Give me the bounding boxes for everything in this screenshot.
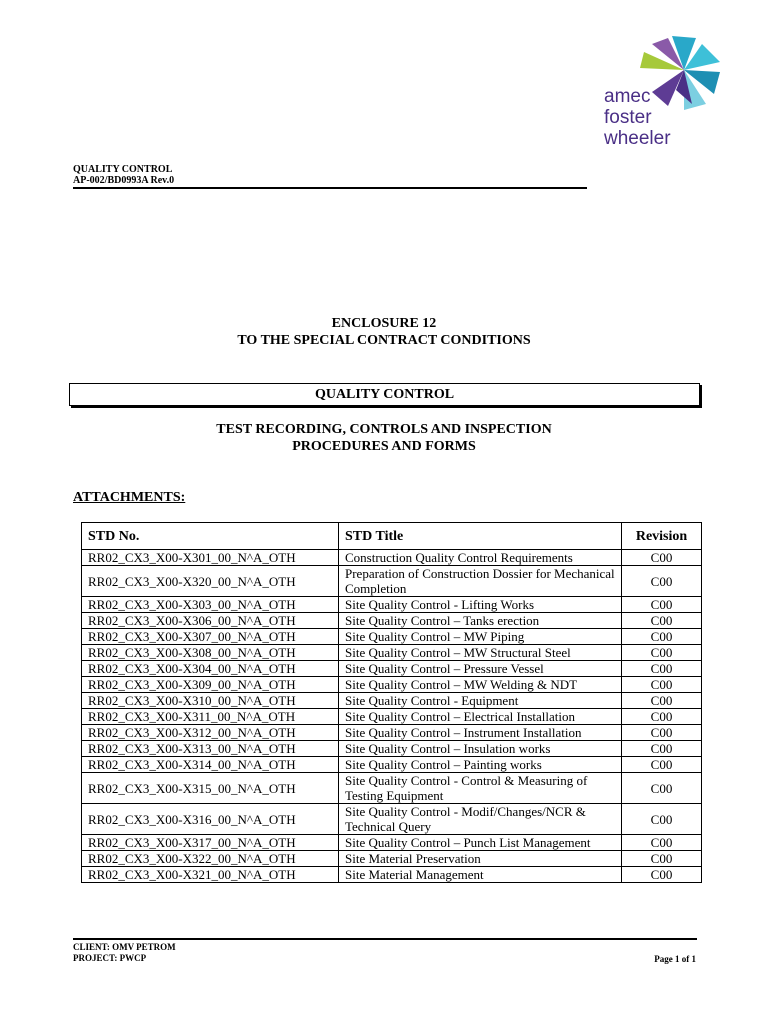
cell-std-title: Site Material Management — [339, 867, 622, 883]
logo-line: wheeler — [604, 128, 671, 149]
table-row — [82, 851, 702, 867]
table-row — [82, 835, 702, 851]
logo-wordmark — [604, 86, 671, 149]
cell-std-title: Site Quality Control – MW Piping — [339, 629, 622, 645]
cell-std-no: RR02_CX3_X00-X303_00_N^A_OTH — [82, 597, 339, 613]
cell-std-no: RR02_CX3_X00-X311_00_N^A_OTH — [82, 709, 339, 725]
table-row — [82, 773, 702, 804]
cell-revision: C00 — [622, 725, 702, 741]
cell-std-title: Site Quality Control - Control & Measuring of Testing Equipment — [339, 773, 622, 804]
client-label: CLIENT: OMV PETROM — [73, 942, 176, 952]
cell-std-no: RR02_CX3_X00-X310_00_N^A_OTH — [82, 693, 339, 709]
header-line-2: AP-002/BD0993A Rev.0 — [73, 175, 175, 186]
cell-revision: C00 — [622, 757, 702, 773]
enclosure-subtitle: TO THE SPECIAL CONTRACT CONDITIONS — [237, 333, 531, 348]
cell-std-title: Site Quality Control - Equipment — [339, 693, 622, 709]
project-label: PROJECT: PWCP — [73, 953, 147, 963]
cell-std-title: Site Quality Control – Electrical Installation — [339, 709, 622, 725]
cell-std-no: RR02_CX3_X00-X322_00_N^A_OTH — [82, 851, 339, 867]
footer-rule — [73, 938, 697, 940]
table-row — [82, 804, 702, 835]
cell-revision: C00 — [622, 851, 702, 867]
table-row — [82, 645, 702, 661]
cell-std-no: RR02_CX3_X00-X304_00_N^A_OTH — [82, 661, 339, 677]
cell-std-no: RR02_CX3_X00-X313_00_N^A_OTH — [82, 741, 339, 757]
cell-std-title: Site Quality Control - Modif/Changes/NCR & Technical Query — [339, 804, 622, 835]
cell-revision: C00 — [622, 693, 702, 709]
cell-revision: C00 — [622, 645, 702, 661]
cell-revision: C00 — [622, 550, 702, 566]
cell-std-title: Site Quality Control – Tanks erection — [339, 613, 622, 629]
table-row — [82, 757, 702, 773]
table-header-row — [82, 523, 702, 550]
cell-std-title: Construction Quality Control Requirements — [339, 550, 622, 566]
cell-std-title: Site Quality Control – Painting works — [339, 757, 622, 773]
cell-std-no: RR02_CX3_X00-X317_00_N^A_OTH — [82, 835, 339, 851]
cell-revision: C00 — [622, 661, 702, 677]
header-rule — [73, 187, 587, 189]
table-row — [82, 629, 702, 645]
cell-std-title: Site Quality Control - Lifting Works — [339, 597, 622, 613]
cell-std-title: Site Material Preservation — [339, 851, 622, 867]
cell-revision: C00 — [622, 629, 702, 645]
column-header-std-no: STD No. — [82, 523, 339, 550]
cell-std-no: RR02_CX3_X00-X308_00_N^A_OTH — [82, 645, 339, 661]
cell-revision: C00 — [622, 597, 702, 613]
column-header-revision: Revision — [622, 523, 702, 550]
company-logo — [598, 30, 738, 160]
cell-std-no: RR02_CX3_X00-X301_00_N^A_OTH — [82, 550, 339, 566]
table-row — [82, 613, 702, 629]
cell-revision: C00 — [622, 566, 702, 597]
cell-std-no: RR02_CX3_X00-X312_00_N^A_OTH — [82, 725, 339, 741]
cell-std-no: RR02_CX3_X00-X309_00_N^A_OTH — [82, 677, 339, 693]
test-heading-line-1: TEST RECORDING, CONTROLS AND INSPECTION — [216, 422, 552, 437]
enclosure-title: ENCLOSURE 12 — [331, 316, 437, 331]
cell-revision: C00 — [622, 835, 702, 851]
table-row — [82, 550, 702, 566]
table-row — [82, 693, 702, 709]
cell-std-no: RR02_CX3_X00-X306_00_N^A_OTH — [82, 613, 339, 629]
table-row — [82, 741, 702, 757]
cell-std-title: Site Quality Control – Instrument Installation — [339, 725, 622, 741]
cell-std-no: RR02_CX3_X00-X316_00_N^A_OTH — [82, 804, 339, 835]
table-row — [82, 597, 702, 613]
cell-revision: C00 — [622, 613, 702, 629]
test-heading-line-2: PROCEDURES AND FORMS — [292, 439, 476, 454]
cell-std-no: RR02_CX3_X00-X321_00_N^A_OTH — [82, 867, 339, 883]
table-row — [82, 709, 702, 725]
cell-std-no: RR02_CX3_X00-X307_00_N^A_OTH — [82, 629, 339, 645]
cell-revision: C00 — [622, 709, 702, 725]
page-number: Page 1 of 1 — [654, 954, 696, 964]
cell-std-title: Site Quality Control – Insulation works — [339, 741, 622, 757]
table-row — [82, 677, 702, 693]
cell-revision: C00 — [622, 677, 702, 693]
cell-revision: C00 — [622, 804, 702, 835]
cell-std-title: Site Quality Control – Punch List Management — [339, 835, 622, 851]
cell-std-no: RR02_CX3_X00-X314_00_N^A_OTH — [82, 757, 339, 773]
cell-std-title: Site Quality Control – MW Welding & NDT — [339, 677, 622, 693]
quality-control-box: QUALITY CONTROL — [69, 383, 700, 406]
logo-line: foster — [604, 107, 652, 128]
cell-std-no: RR02_CX3_X00-X315_00_N^A_OTH — [82, 773, 339, 804]
document-header — [73, 164, 174, 186]
cell-revision: C00 — [622, 773, 702, 804]
cell-std-no: RR02_CX3_X00-X320_00_N^A_OTH — [82, 566, 339, 597]
footer-left — [73, 942, 176, 964]
cell-revision: C00 — [622, 741, 702, 757]
attachments-table — [81, 522, 702, 883]
table-row — [82, 566, 702, 597]
table-row — [82, 661, 702, 677]
cell-std-title: Site Quality Control – MW Structural Steel — [339, 645, 622, 661]
header-line-1: QUALITY CONTROL — [73, 164, 173, 175]
table-body — [82, 550, 702, 883]
cell-revision: C00 — [622, 867, 702, 883]
table-row — [82, 867, 702, 883]
table-row — [82, 725, 702, 741]
attachments-label: ATTACHMENTS: — [73, 490, 186, 505]
logo-line: amec — [604, 86, 651, 107]
column-header-std-title: STD Title — [339, 523, 622, 550]
cell-std-title: Site Quality Control – Pressure Vessel — [339, 661, 622, 677]
cell-std-title: Preparation of Construction Dossier for Mechanical Completion — [339, 566, 622, 597]
